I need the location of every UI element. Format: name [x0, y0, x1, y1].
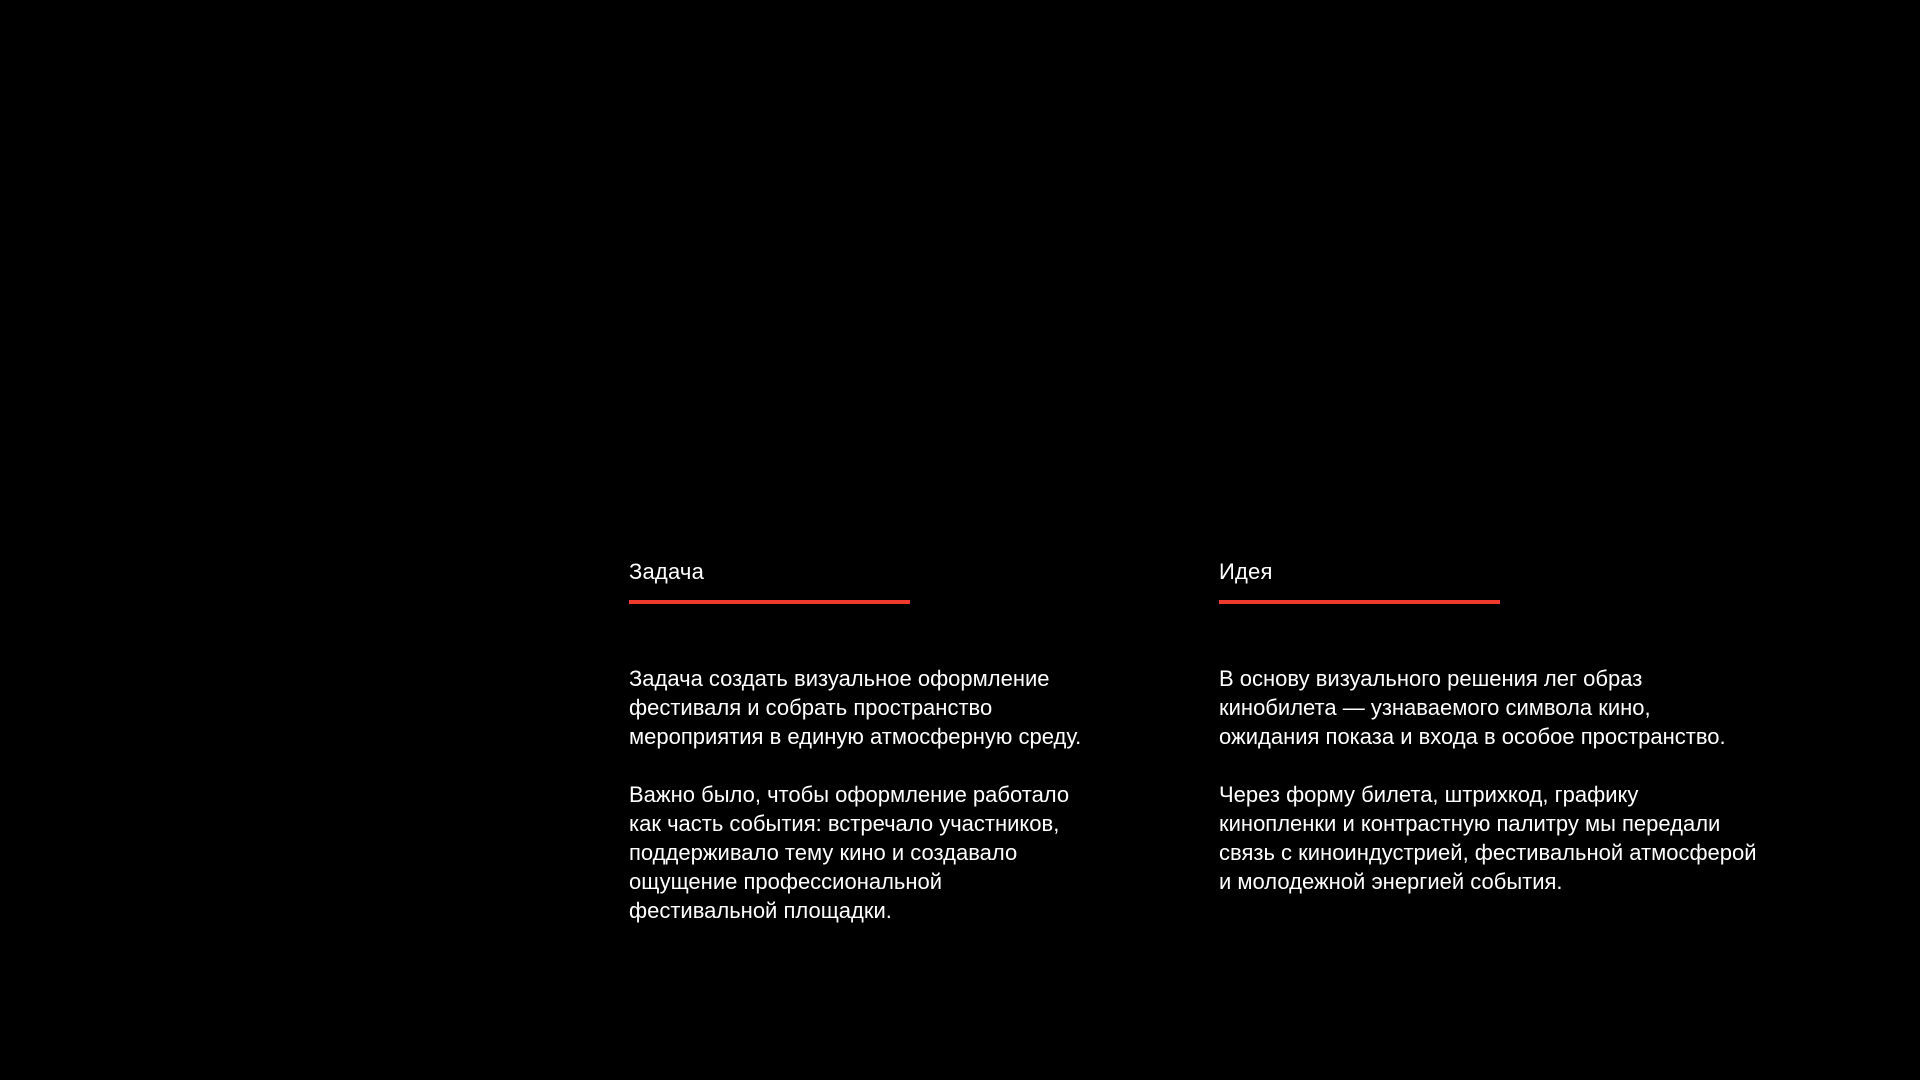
text-line: ожидания показа и входа в особое пространство.: [1219, 724, 1726, 749]
idea-section: [1219, 552, 1819, 925]
text-line: Через форму билета, штрихкод, графику: [1219, 782, 1639, 807]
task-accent-rule: [629, 600, 910, 604]
idea-paragraph-2: [1219, 780, 1819, 896]
idea-body: [1219, 664, 1819, 896]
text-line: В основу визуального решения лег образ: [1219, 666, 1643, 691]
text-line: фестиваля и собрать пространство: [629, 695, 993, 720]
text-line: ощущение профессиональной: [629, 869, 943, 894]
text-line: кинобилета — узнаваемого символа кино,: [1219, 695, 1651, 720]
task-paragraph-2: [629, 780, 1149, 925]
text-line: поддерживало тему кино и создавало: [629, 840, 1018, 865]
text-line: фестивальной площадки.: [629, 898, 892, 923]
text-line: и молодежной энергией события.: [1219, 869, 1563, 894]
task-body: [629, 664, 1149, 925]
text-line: Задача создать визуальное оформление: [629, 666, 1050, 691]
task-section: [629, 552, 1149, 954]
task-paragraph-1: [629, 664, 1149, 751]
task-heading: Задача: [629, 559, 705, 584]
idea-accent-rule: [1219, 600, 1500, 604]
text-line: мероприятия в единую атмосферную среду.: [629, 724, 1082, 749]
text-line: кинопленки и контрастную палитру мы передали: [1219, 811, 1721, 836]
text-line: как часть события: встречало участников,: [629, 811, 1060, 836]
text-line: Важно было, чтобы оформление работало: [629, 782, 1070, 807]
idea-paragraph-1: [1219, 664, 1819, 751]
idea-heading: Идея: [1219, 559, 1273, 584]
text-line: связь с киноиндустрией, фестивальной атмосферой: [1219, 840, 1757, 865]
